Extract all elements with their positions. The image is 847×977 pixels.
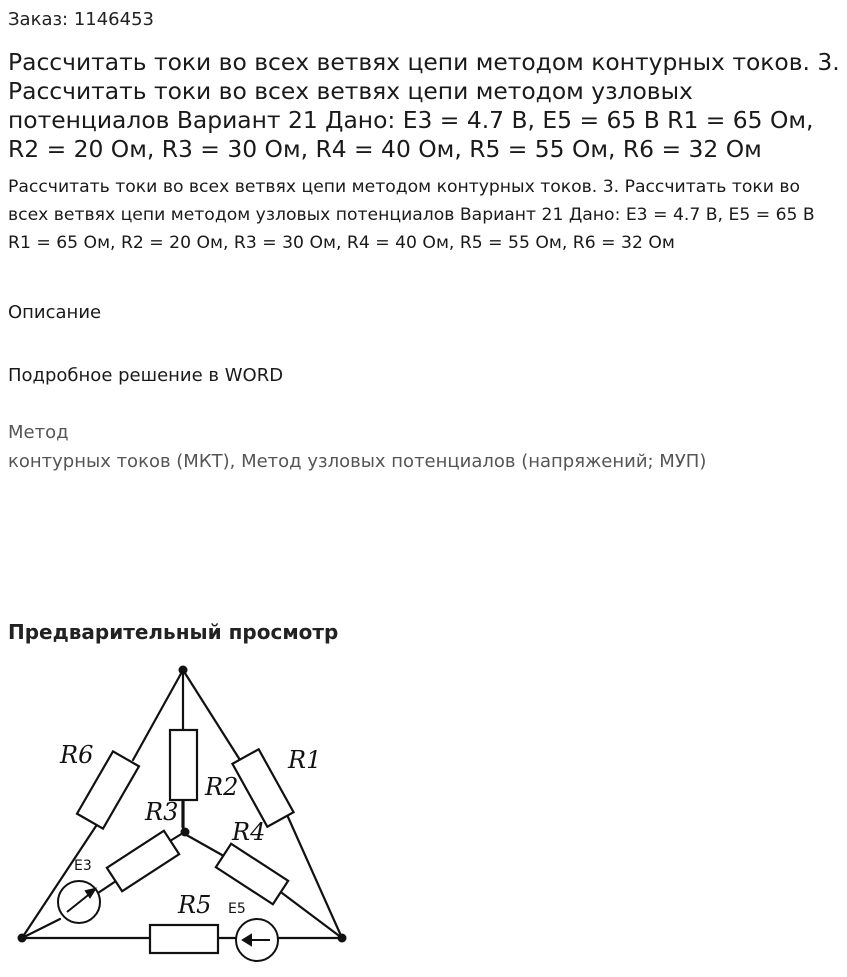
preview-heading: Предварительный просмотр [8,620,339,644]
task-summary: Рассчитать токи во всех ветвях цепи методом контурных токов. 3. Рассчитать токи во всех ветвях цепи методом узловых потенциалов Вариант 21 Дано: E3 = 4.7 В, E5 = 65 В R1 = 65 Ом, R2 = 20 Ом, R3 = 30 Ом, R4 = 40 Ом, R5 = 55 Ом, R6 = 32 Ом [8,177,815,253]
label-r5: R5 [178,891,212,919]
label-e3: E3 [74,858,92,874]
node-bottom-right [338,934,347,943]
label-e5: E5 [228,901,246,917]
label-r2: R2 [205,773,239,801]
label-r3: R3 [145,798,179,826]
circuit-diagram [0,655,370,977]
order-number: Заказ: 1146453 [8,9,154,30]
label-r4: R4 [232,818,266,846]
resistor-r2 [170,730,197,800]
node-center [181,828,190,837]
description-heading: Описание [8,302,102,323]
label-r6: R6 [60,741,94,769]
node-top [179,666,188,675]
label-r1: R1 [288,746,322,774]
description-body: Подробное решение в WORD [8,365,284,386]
method-label: Метод [8,422,69,443]
method-value: контурных токов (МКТ), Метод узловых потенциалов (напряжений; МУП) [8,451,707,472]
resistor-r4 [216,844,288,905]
node-bottom-left [18,934,27,943]
resistor-r3 [107,831,179,892]
resistor-r5 [150,925,218,953]
resistor-r1 [232,749,293,827]
page-title: Рассчитать токи во всех ветвях цепи методом контурных токов. 3. Рассчитать токи во всех ветвях цепи методом узловых потенциалов Вариант 21 Дано: E3 = 4.7 В, E5 = 65 В R1 = 65 Ом, R2 = 20 Ом, R3 = 30 Ом, R4 = 40 Ом, R5 = 55 Ом, R6 = 32 Ом [8,48,840,163]
